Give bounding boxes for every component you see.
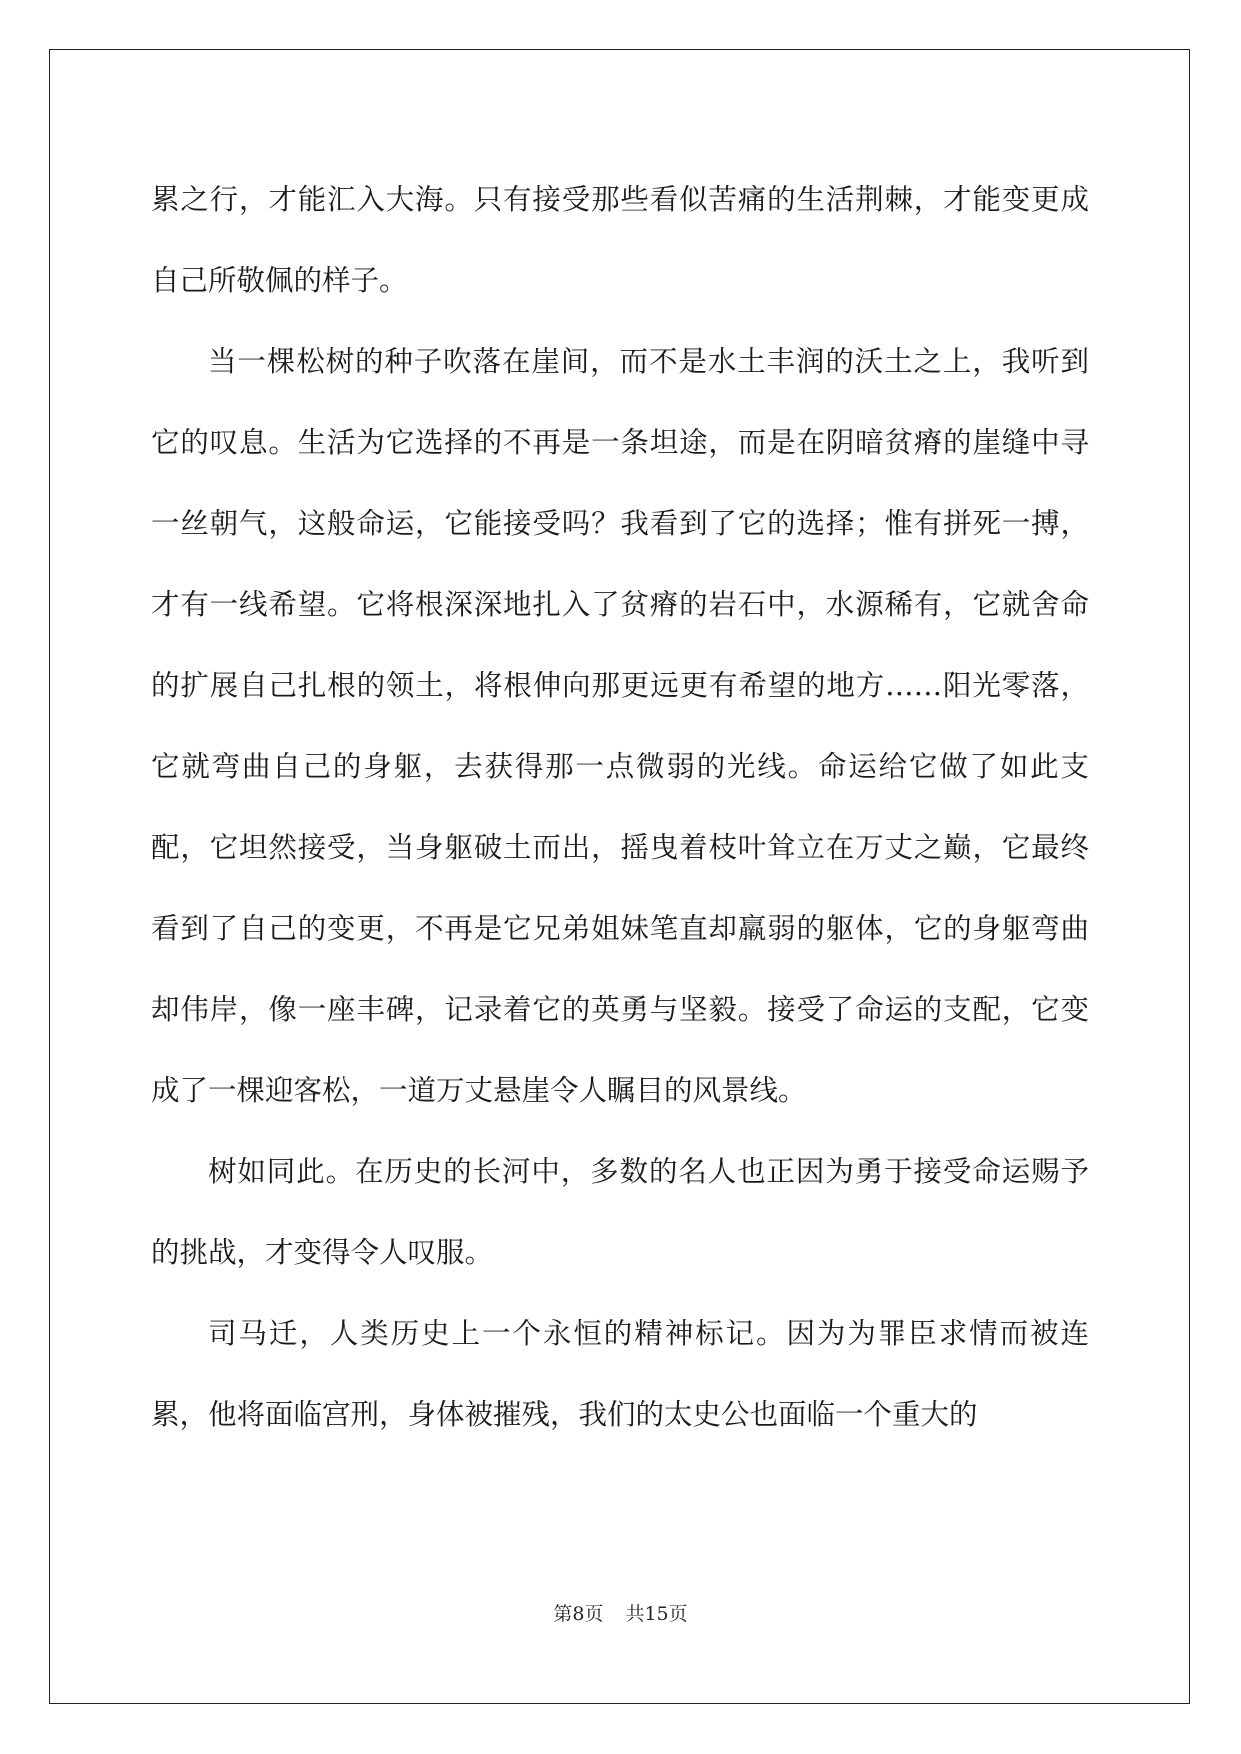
paragraph: 树如同此。在历史的长河中，多数的名人也正因为勇于接受命运赐予的挑战，才变得令人叹服。 xyxy=(151,1155,1089,1269)
document-body xyxy=(151,159,1089,1455)
paragraph: 累之行，才能汇入大海。只有接受那些看似苦痛的生活荆棘，才能变更成自己所敬佩的样子。 xyxy=(151,183,1089,297)
paragraph: 当一棵松树的种子吹落在崖间，而不是水土丰润的沃土之上，我听到它的叹息。生活为它选择的不再是一条坦途，而是在阴暗贫瘠的崖缝中寻一丝朝气，这般命运，它能接受吗？我看到了它的选择；惟有拼死一搏，才有一线希望。它将根深深地扎入了贫瘠的岩石中，水源稀有，它就舍命的扩展自己扎根的领土，将根伸向那更远更有希望的地方……阳光零落，它就弯曲自己的身躯，去获得那一点微弱的光线。命运给它做了如此支配，它坦然接受，当身躯破土而出，摇曳着枝叶耸立在万丈之巅，它最终看到了自己的变更，不再是它兄弟姐妹笔直却羸弱的躯体，它的身躯弯曲却伟岸，像一座丰碑，记录着它的英勇与坚毅。接受了命运的支配，它变成了一棵迎客松，一道万丈悬崖令人瞩目的风景线。 xyxy=(151,345,1089,1107)
page-number: 第8页 xyxy=(553,1603,604,1625)
paragraph: 司马迁，人类历史上一个永恒的精神标记。因为为罪臣求情而被连累，他将面临宫刑，身体被摧残，我们的太史公也面临一个重大的 xyxy=(151,1317,1089,1431)
page-total: 共15页 xyxy=(625,1603,688,1625)
page-footer xyxy=(0,1599,1241,1626)
